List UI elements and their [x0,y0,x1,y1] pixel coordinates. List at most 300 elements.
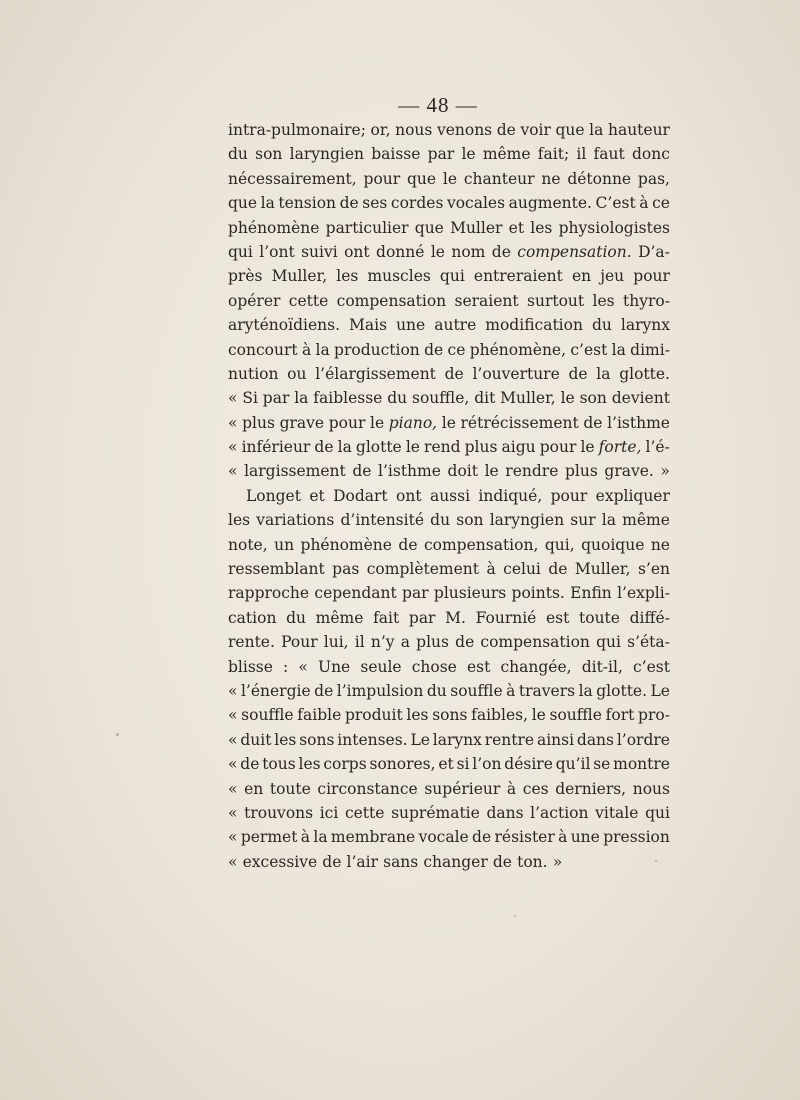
word: « [228,779,238,798]
word: baisse [371,145,421,164]
word: toute [269,779,311,798]
word: les [592,291,615,310]
word: largissement [244,462,346,481]
word: le [442,169,458,188]
text-line [228,313,670,337]
word: par [262,389,290,408]
word: à [639,194,649,213]
word: travers [518,681,576,700]
word: ce [447,340,466,359]
word: le [560,389,575,408]
word: cette [344,803,385,822]
word: larynx [620,316,670,335]
word: » [552,852,563,871]
word: d’intensité [340,511,424,530]
word: est [546,608,570,627]
word: sonores, [369,755,436,774]
text-line [228,167,670,191]
word: ne [650,535,670,554]
word: pression [603,828,670,847]
word: plus [564,462,598,481]
word: Muller, [500,389,556,408]
word: l’isthme [607,413,670,432]
word: l’é- [645,438,670,457]
word: se [593,755,611,774]
text-line [228,118,670,142]
word: plus [416,633,449,652]
word: « [228,413,238,432]
word: « [228,755,238,774]
word: que [407,169,437,188]
word: de [455,633,475,652]
word: par [402,584,429,603]
word: phénomène, [469,340,567,359]
word: ici [319,803,339,822]
word: de [314,438,334,457]
word: ont [344,242,370,261]
word: de [240,755,260,774]
word: l’énergie [240,681,311,700]
text-line [228,338,670,362]
word: « [228,828,238,847]
word: s’éta- [627,633,670,652]
word: pour [550,486,588,505]
word: l’élargissement [315,364,436,383]
word: M. [445,608,466,627]
word: dans [576,730,614,749]
word: un [274,535,295,554]
word: souffle [549,706,602,725]
word: laryngien [489,511,565,530]
text-line [228,386,670,410]
word: membrane [330,828,416,847]
word: pas [332,560,360,579]
word: glotte [355,438,402,457]
word: duit [240,730,272,749]
word: tous [262,755,296,774]
word: « [228,730,238,749]
word: ressemblant [228,560,325,579]
text-line [228,533,670,557]
word: vocale [418,828,469,847]
word: sans [383,852,419,871]
word: nous [395,121,433,139]
word: pas, [637,169,670,188]
word: la [611,340,626,359]
word: venons [436,121,493,139]
word: une [396,316,426,335]
word: rend [424,438,461,457]
word: lui, [323,633,349,652]
word: variations [256,511,335,530]
word: larynx [432,730,482,749]
word: par [408,608,436,627]
word: vitale [595,803,639,822]
word: le [461,145,476,164]
word: fort [605,706,635,725]
word: aigu [501,438,536,457]
word: de [444,364,464,383]
word: Le [410,730,430,749]
word: désire [504,755,553,774]
word: cation [228,608,277,627]
word: son [579,389,607,408]
word: production [334,340,420,359]
word: pour [539,438,577,457]
word: vocales [446,194,506,213]
word: seule [360,657,402,676]
word: « [228,462,238,481]
word: cette [288,291,329,310]
word: et [508,218,525,237]
word: celui [503,560,541,579]
word: dit-il, [581,657,623,676]
word: Fournié [475,608,537,627]
word: les [406,706,429,725]
word: corps [323,755,367,774]
word: fait; [537,145,570,164]
word: qui [645,803,670,822]
word: il [354,633,365,652]
word: de [472,828,492,847]
word: trouvons [244,803,314,822]
word: en [571,267,592,286]
word: piano, [388,413,438,432]
word: seraient [454,291,519,310]
word: l’on [472,755,502,774]
body-text [228,118,670,874]
paper-speck [655,860,657,862]
word: cependant [314,584,397,603]
word: devient [611,389,670,408]
word: muscles [367,267,431,286]
word: pour [363,169,401,188]
word: Enfin [570,584,612,603]
text-line [228,142,670,166]
word: de [398,535,418,554]
word: son [456,511,484,530]
word: de [492,852,512,871]
word: permet [240,828,298,847]
word: faibles, [471,706,528,725]
word: « [228,803,238,822]
word: l’expli- [617,584,670,603]
word: thyro- [622,291,670,310]
word: aryténoïdiens. [228,316,340,335]
word: laryngien [289,145,365,164]
word: plus [464,438,498,457]
word: intra-pulmonaire; [228,121,366,139]
text-line [228,581,670,605]
word: phénomène [300,535,392,554]
word: a [400,633,410,652]
word: près [228,267,263,286]
word: points. [511,584,565,603]
word: excessive [242,852,318,871]
word: et [438,755,454,774]
word: sons [299,730,335,749]
word: supérieur [424,779,501,798]
word: modification [485,316,583,335]
word: glotte. [619,364,670,383]
word: Dodart [333,486,388,505]
word: ont [396,486,422,505]
word: diffé- [629,608,670,627]
word: de [568,364,588,383]
word: par [427,145,455,164]
text-line [228,825,670,849]
word: sons [432,706,468,725]
word: ses [362,194,388,213]
word: c’est [633,657,670,676]
word: du [228,145,248,164]
word: les [336,267,359,286]
word: physiologistes [558,218,670,237]
word: du [286,608,306,627]
word: produit [344,706,403,725]
word: aussi [429,486,471,505]
word: et [309,486,325,505]
word: grave. [604,462,654,481]
word: Mais [349,316,388,335]
word: nous [632,779,670,798]
text-line [228,264,670,288]
word: derniers, [555,779,627,798]
word: donné [376,242,425,261]
word: l’isthme [378,462,441,481]
text-line [228,240,670,264]
word: de [424,340,444,359]
word: en [244,779,264,798]
word: « [228,438,238,457]
word: le [484,462,499,481]
word: entreraient [473,267,563,286]
word: « [228,389,238,408]
word: l’ouverture [472,364,560,383]
word: dans [486,803,524,822]
word: que [414,218,444,237]
text-line [228,459,670,483]
word: voir [520,121,551,139]
word: compensation [336,291,447,310]
word: compensation, [423,535,539,554]
word: ainsi [536,730,575,749]
word: si [456,755,470,774]
text-line [228,435,670,459]
text-line [228,216,670,240]
paper-speck [514,915,516,917]
word: pour [633,267,670,286]
word: « [228,681,238,700]
word: les [228,511,251,530]
word: augmente. [508,194,592,213]
word: le [430,242,445,261]
word: la [294,389,309,408]
word: la [601,511,616,530]
word: de [339,194,359,213]
word: souffle [241,706,294,725]
word: de [583,413,603,432]
word: le [405,438,420,457]
word: faut [593,145,625,164]
word: Pour [281,633,318,652]
word: plusieurs [433,584,507,603]
word: que [228,194,258,213]
word: l’impulsion [336,681,424,700]
word: Muller [450,218,503,237]
word: son [255,145,283,164]
word: ou [287,364,307,383]
word: même [315,608,364,627]
word: à [300,828,311,847]
word: faible [297,706,342,725]
text-line [228,630,670,654]
word: : [283,657,289,676]
word: de [548,560,568,579]
word: intenses. [337,730,408,749]
word: complètement [366,560,479,579]
word: indiqué, [478,486,543,505]
word: à [506,681,516,700]
word: Muller, [574,560,631,579]
text-line [228,557,670,581]
word: suivi [301,242,338,261]
word: il [576,145,587,164]
word: à [558,828,568,847]
word: Une [318,657,351,676]
word: toute [579,608,620,627]
word: cordes [390,194,444,213]
text-line [228,703,670,727]
word: « [298,657,308,676]
word: « [228,706,238,725]
word: changée, [500,657,572,676]
word: même [622,511,670,530]
word: les [274,730,297,749]
word: » [660,462,670,481]
word: rente. [228,633,275,652]
word: l’air [346,852,378,871]
text-line [228,191,670,215]
word: particulier [325,218,409,237]
text-line [228,777,670,801]
word: hauteur [607,121,670,139]
word: l’action [530,803,589,822]
text-line [228,679,670,703]
text-line [228,752,670,776]
word: souffle, [411,389,470,408]
word: de [496,121,516,139]
word: qui, [544,535,575,554]
word: Si [242,389,258,408]
word: la [596,364,611,383]
word: le [580,438,595,457]
word: suprématie [391,803,480,822]
word: tension [278,194,337,213]
word: du [591,316,612,335]
word: que [555,121,585,139]
word: l’ont [259,242,295,261]
word: dit [474,389,496,408]
word: la [337,438,352,457]
word: une [570,828,600,847]
text-line [228,411,670,435]
word: nécessairement, [228,169,357,188]
word: note, [228,535,268,554]
word: concourt [228,340,298,359]
word: du [387,389,408,408]
text-line [228,508,670,532]
word: quoique [581,535,645,554]
word: opérer [228,291,281,310]
word: donc [631,145,670,164]
word: qu’il [555,755,591,774]
word: montre [613,755,670,774]
word: à [486,560,496,579]
word: doit [447,462,478,481]
word: du [426,681,447,700]
text-line [228,484,670,508]
word: forte, [598,438,642,457]
page-number: — 48 — [398,93,478,117]
word: rapproche [228,584,310,603]
word: rentre [484,730,535,749]
word: ces [522,779,549,798]
word: faiblesse [313,389,383,408]
word: C’est [595,194,636,213]
word: nution [228,364,279,383]
word: souffle [450,681,503,700]
word: c’est [570,340,608,359]
word: la [315,340,330,359]
word: dimi- [630,340,670,359]
word: la [578,681,593,700]
word: le [441,413,456,432]
text-line [228,850,670,874]
word: de [491,242,511,261]
word: même [482,145,531,164]
text-line [228,362,670,386]
word: pro- [638,706,670,725]
word: n’y [370,633,395,652]
word: la [260,194,275,213]
word: qui [596,633,621,652]
word: plus [242,413,275,432]
text-line [228,728,670,752]
word: rendre [505,462,559,481]
word: est [466,657,491,676]
word: phénomène [228,218,320,237]
word: résister [494,828,555,847]
word: qui [439,267,465,286]
word: la [313,828,328,847]
word: fait [373,608,400,627]
word: blisse [228,657,273,676]
word: nom [451,242,486,261]
word: glotte. [596,681,648,700]
word: « [228,852,238,871]
word: ce [652,194,670,213]
word: circonstance [317,779,418,798]
text-line [228,289,670,313]
word: détonne [567,169,632,188]
word: le [369,413,385,432]
word: surtout [527,291,585,310]
word: l’ordre [616,730,670,749]
word: ton. [517,852,548,871]
word: Le [650,681,670,700]
word: changer [423,852,488,871]
